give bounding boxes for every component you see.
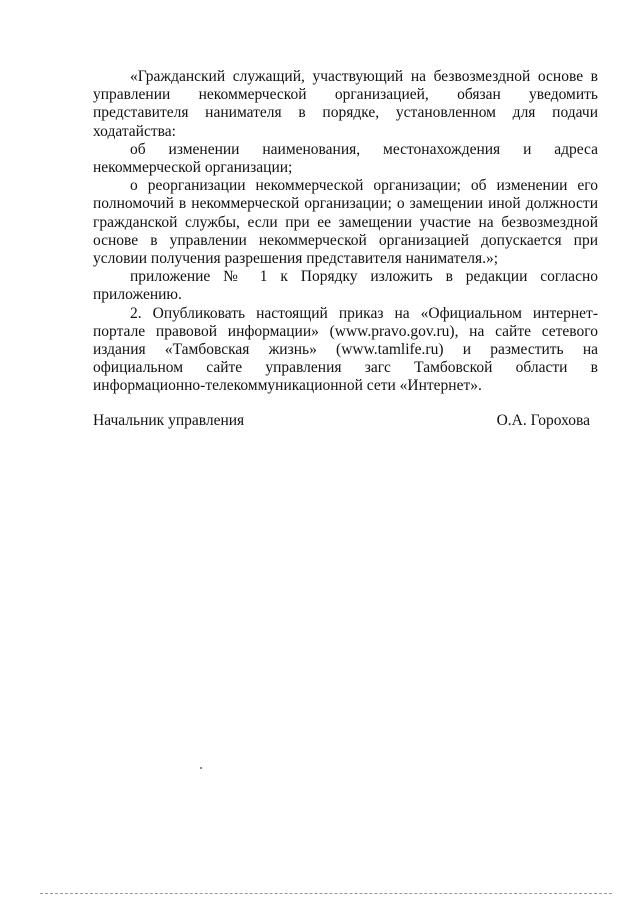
document-body — [93, 68, 598, 396]
scan-dot — [200, 767, 202, 769]
paragraph-appendix: приложение № 1 к Порядку изложить в редакции согласно приложению. — [93, 268, 598, 304]
signature-block — [93, 412, 590, 430]
signatory-position: Начальник управления — [93, 412, 245, 429]
paragraph-notification-duty: «Гражданский служащий, участвующий на безвозмездной основе в управлении некоммерческой организацией, обязан уведомить представителя нанимателя в порядке, установленном для подачи ходатайства: — [93, 68, 598, 140]
paragraph-publication: 2. Опубликовать настоящий приказ на «Официальном интернет-портале правовой информации» (www.pravo.gov.ru), на сайте сетевого издания «Тамбовская жизнь» (www.tamlife.ru) и разместить на официальном сайте управления загс Тамбовской области в информационно-телекоммуникационной сети «Интернет». — [93, 304, 598, 395]
footer-dashed-line — [40, 893, 612, 894]
signatory-name: О.А. Горохова — [496, 412, 590, 429]
paragraph-reorganization: о реорганизации некоммерческой организации; об изменении его полномочий в некоммерческой организации; о замещении иной должности гражданской службы, если при ее замещении участие на безвозмездной основе в управлении некоммерческой организацией допускается при условии получения разрешения представителя нанимателя.»; — [93, 177, 598, 268]
paragraph-name-change: об изменении наименования, местонахождения и адреса некоммерческой организации; — [93, 140, 598, 177]
